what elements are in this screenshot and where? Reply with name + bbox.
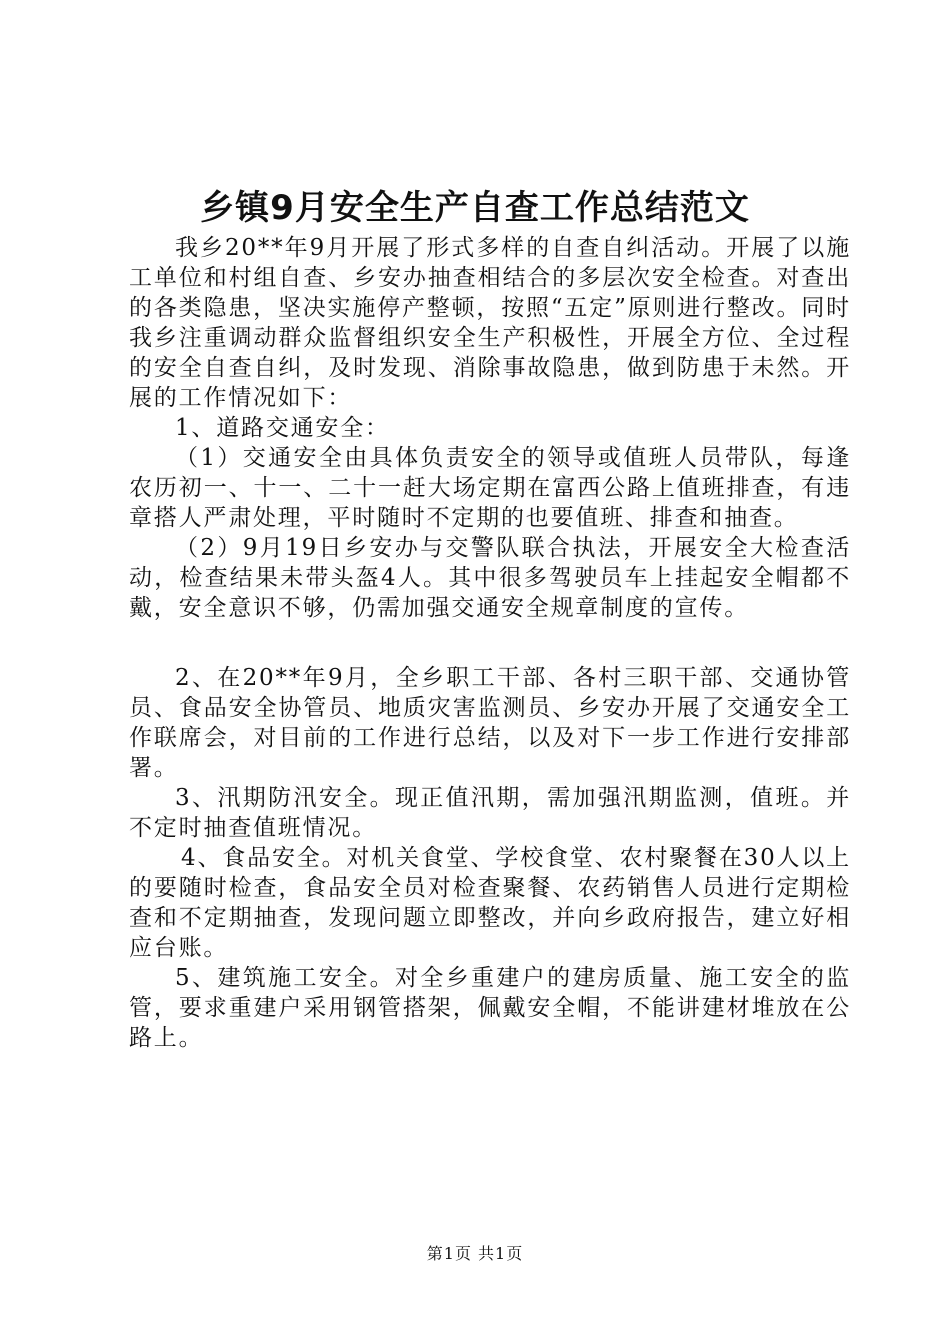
paragraph-section-3: 3、汛期防汛安全。现正值汛期，需加强汛期监测，值班。并不定时抽查值班情况。 xyxy=(129,785,851,841)
document-title: 乡镇9月安全生产自查工作总结范文 xyxy=(200,188,750,228)
paragraph-section-1-item-1: （1）交通安全由具体负责安全的领导或值班人员带队，每逢农历初一、十一、二十一赶大场定期在富西公路上值班排查，有违章搭人严肃处理，平时随时不定期的也要值班、排查和抽查。 xyxy=(129,445,851,531)
document-body xyxy=(129,233,851,1053)
paragraph-section-4: 4、食品安全。对机关食堂、学校食堂、农村聚餐在30人以上的要随时检查，食品安全员对检查聚餐、农药销售人员进行定期检查和不定期抽查，发现问题立即整改，并向乡政府报告，建立好相应台账。 xyxy=(129,845,851,961)
paragraph-section-1-heading: 1、道路交通安全： xyxy=(175,415,390,441)
paragraph-section-2: 2、在20**年9月，全乡职工干部、各村三职干部、交通协管员、食品安全协管员、地质灾害监测员、乡安办开展了交通安全工作联席会，对目前的工作进行总结，以及对下一步工作进行安排部署。 xyxy=(129,665,851,781)
paragraph-intro: 我乡20**年9月开展了形式多样的自查自纠活动。开展了以施工单位和村组自查、乡安办抽查相结合的多层次安全检查。对查出的各类隐患，坚决实施停产整顿，按照“五定”原则进行整改。同时我乡注重调动群众监督组织安全生产积极性，开展全方位、全过程的安全自查自纠，及时发现、消除事故隐患，做到防患于未然。开展的工作情况如下： xyxy=(129,235,851,411)
paragraph-section-1-item-2: （2）9月19日乡安办与交警队联合执法，开展安全大检查活动，检查结果未带头盔4人。其中很多驾驶员车上挂起安全帽都不戴，安全意识不够，仍需加强交通安全规章制度的宣传。 xyxy=(129,535,851,621)
paragraph-spacer xyxy=(129,623,851,663)
paragraph-section-5: 5、建筑施工安全。对全乡重建户的建房质量、施工安全的监管，要求重建户采用钢管搭架，佩戴安全帽，不能讲建材堆放在公路上。 xyxy=(129,965,851,1051)
page-footer: 第1页 共1页 xyxy=(426,1244,524,1263)
